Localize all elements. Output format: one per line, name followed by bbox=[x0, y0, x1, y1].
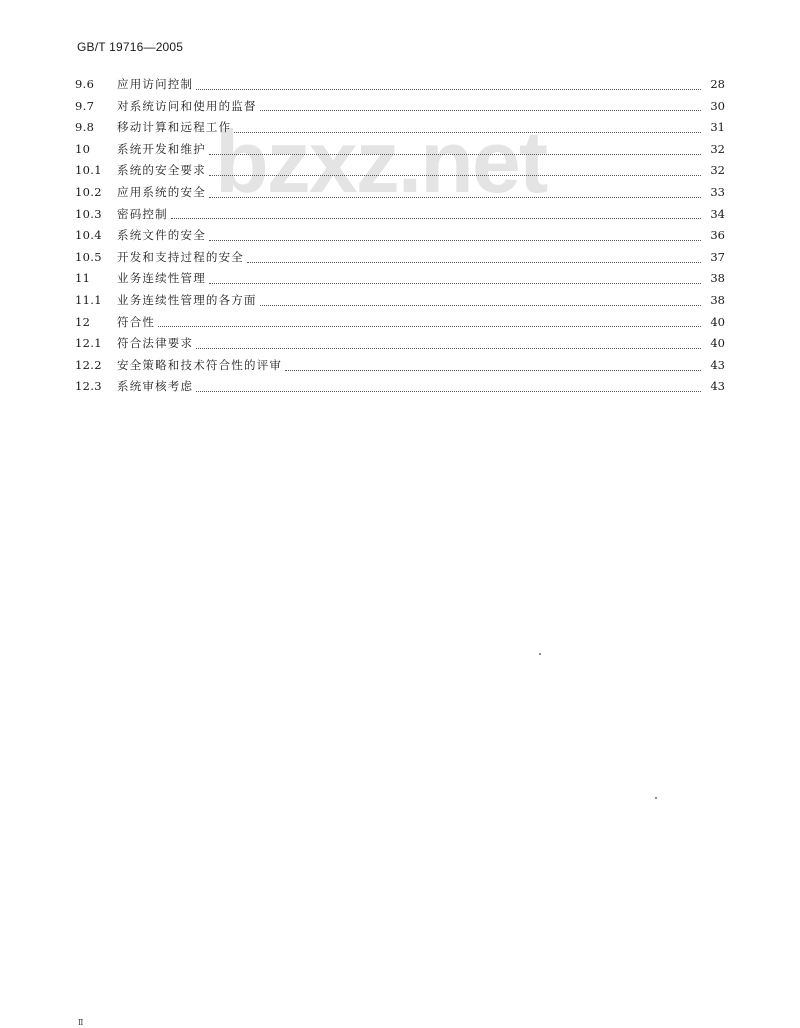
toc-entry-title: 系统的安全要求 bbox=[117, 163, 206, 178]
toc-entry-title: 系统审核考虑 bbox=[117, 379, 194, 394]
scan-speck bbox=[539, 653, 541, 655]
toc-entry-title: 业务连续性管理 bbox=[117, 271, 206, 286]
toc-entry-number: 11.1 bbox=[75, 292, 102, 307]
dot-leader bbox=[209, 153, 701, 155]
toc-entry-number: 12.3 bbox=[75, 379, 102, 394]
watermark: bzxz.net bbox=[215, 112, 547, 211]
toc-entry-page: 30 bbox=[710, 98, 725, 113]
toc-entry bbox=[75, 292, 725, 314]
toc-entry-title: 安全策略和技术符合性的评审 bbox=[117, 357, 283, 372]
document-header: GB/T 19716—2005 bbox=[77, 40, 184, 54]
toc-entry-number: 11 bbox=[75, 271, 91, 286]
toc-entry-page: 31 bbox=[710, 120, 725, 135]
toc-entry bbox=[75, 162, 725, 184]
toc-entry-page: 34 bbox=[710, 206, 725, 221]
dot-leader bbox=[285, 369, 701, 371]
toc-entry-page: 32 bbox=[710, 141, 725, 156]
toc-entry-number: 12.1 bbox=[75, 336, 102, 351]
toc-entry-page: 40 bbox=[710, 336, 725, 351]
toc-entry-title: 符合性 bbox=[117, 314, 156, 329]
toc-entry-page: 36 bbox=[710, 228, 725, 243]
toc-entry-title: 系统开发和维护 bbox=[117, 141, 206, 156]
toc-entry bbox=[75, 227, 725, 249]
toc-entry-page: 43 bbox=[710, 379, 725, 394]
toc-entry-number: 10.3 bbox=[75, 206, 102, 221]
toc-entry-title: 应用系统的安全 bbox=[117, 184, 206, 199]
toc-entry-number: 10 bbox=[75, 141, 91, 156]
toc-entry-title: 移动计算和远程工作 bbox=[117, 120, 232, 135]
toc-entry bbox=[75, 335, 725, 357]
dot-leader bbox=[234, 131, 701, 133]
toc-entry-number: 10.2 bbox=[75, 184, 102, 199]
toc-entry-title: 密码控制 bbox=[117, 206, 168, 221]
dot-leader bbox=[247, 261, 701, 263]
toc-entry-title: 对系统访问和使用的监督 bbox=[117, 98, 257, 113]
page-mark: Ⅱ bbox=[78, 1018, 84, 1027]
toc-entry-page: 28 bbox=[710, 77, 725, 91]
toc-entry-number: 10.5 bbox=[75, 249, 102, 264]
dot-leader bbox=[209, 282, 701, 284]
toc-entry bbox=[75, 206, 725, 228]
dot-leader bbox=[260, 304, 701, 306]
toc-entry bbox=[75, 184, 725, 206]
toc-entry-number: 12 bbox=[75, 314, 91, 329]
toc-entry bbox=[75, 249, 725, 271]
toc-entry-page: 40 bbox=[710, 314, 725, 329]
dot-leader bbox=[209, 239, 701, 241]
toc-entry-number: 9.7 bbox=[75, 98, 95, 113]
toc-entry-page: 38 bbox=[710, 271, 725, 286]
toc-entry-page: 38 bbox=[710, 292, 725, 307]
toc-entry-page: 32 bbox=[710, 163, 725, 178]
toc-entry-number: 9.8 bbox=[75, 120, 95, 135]
dot-leader bbox=[158, 325, 701, 327]
toc-entry-title: 应用访问控制 bbox=[117, 77, 194, 91]
dot-leader bbox=[260, 109, 701, 111]
toc-entry bbox=[75, 98, 725, 120]
toc-entry-number: 10.4 bbox=[75, 228, 102, 243]
toc-entry-page: 37 bbox=[710, 249, 725, 264]
scan-speck bbox=[655, 797, 657, 799]
toc-entry bbox=[75, 357, 725, 379]
toc-entry-page: 33 bbox=[710, 184, 725, 199]
toc-entry-number: 10.1 bbox=[75, 163, 102, 178]
toc-entry bbox=[75, 270, 725, 292]
toc-entry-number: 12.2 bbox=[75, 357, 102, 372]
toc-entry bbox=[75, 76, 725, 98]
dot-leader bbox=[171, 217, 701, 219]
table-of-contents bbox=[75, 76, 725, 400]
toc-entry-title: 开发和支持过程的安全 bbox=[117, 249, 244, 264]
dot-leader bbox=[196, 347, 701, 349]
dot-leader bbox=[209, 196, 701, 198]
toc-entry-page: 43 bbox=[710, 357, 725, 372]
dot-leader bbox=[209, 174, 701, 176]
toc-entry-number: 9.6 bbox=[75, 77, 95, 91]
toc-entry bbox=[75, 314, 725, 336]
toc-entry bbox=[75, 119, 725, 141]
toc-entry-title: 系统文件的安全 bbox=[117, 228, 206, 243]
toc-entry-title: 业务连续性管理的各方面 bbox=[117, 292, 257, 307]
dot-leader bbox=[196, 390, 701, 392]
toc-entry bbox=[75, 378, 725, 400]
toc-entry-title: 符合法律要求 bbox=[117, 336, 194, 351]
toc-entry bbox=[75, 141, 725, 163]
dot-leader bbox=[196, 88, 701, 90]
